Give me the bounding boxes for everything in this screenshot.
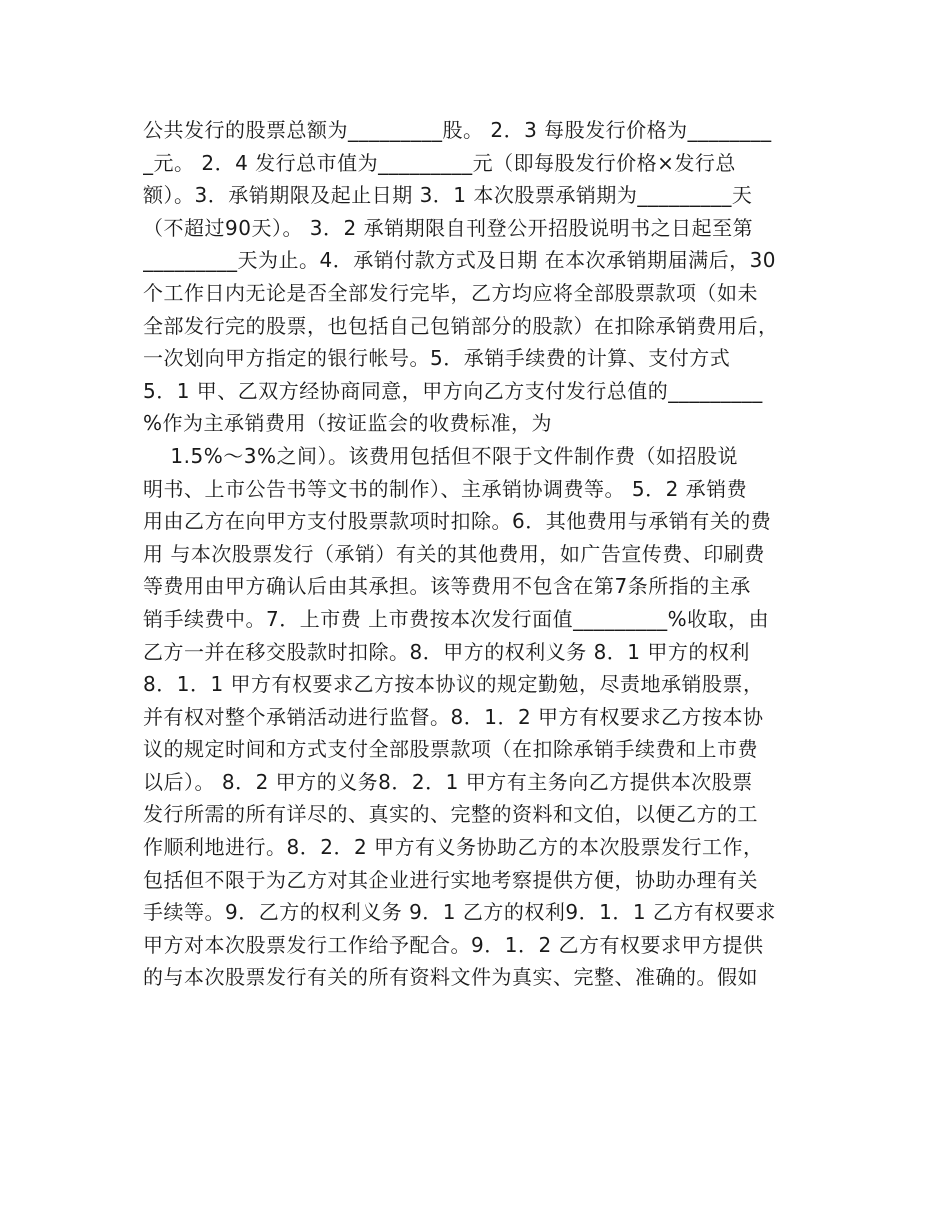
- text-line-13: 用由乙方在向甲方支付股票款项时扣除。6．其他费用与承销有关的费: [143, 509, 772, 534]
- text-line-15: 等费用由甲方确认后由其承担。该等费用不包含在第7条所指的主承: [143, 574, 751, 599]
- text-line-27: 的与本次股票发行有关的所有资料文件为真实、完整、准确的。假如: [143, 965, 758, 990]
- text-line-20: 议的规定时间和方式支付全部股票款项（在扣除承销手续费和上市费: [143, 737, 758, 762]
- text-line-24: 包括但不限于为乙方对其企业进行实地考察提供方便，协助办理有关: [143, 867, 758, 892]
- text-line-6: 个工作日内无论是否全部发行完毕，乙方均应将全部股票款项（如未: [143, 280, 758, 305]
- text-line-14: 用 与本次股票发行（承销）有关的其他费用，如广告宣传费、印刷费: [143, 541, 765, 566]
- text-line-11: 1.5%～3%之间）。该费用包括但不限于文件制作费（如招股说: [143, 443, 738, 468]
- agreement-body-text: [143, 114, 803, 994]
- text-line-22: 发行所需的所有详尽的、真实的、完整的资料和文伯，以便乙方的工: [143, 802, 758, 827]
- text-line-17: 乙方一并在移交股款时扣除。8．甲方的权利义务 8．1 甲方的权利: [143, 639, 750, 664]
- text-line-26: 甲方对本次股票发行工作给予配合。9．1．2 乙方有权要求甲方提供: [143, 932, 764, 957]
- text-line-16: 销手续费中。7．上市费 上市费按本次发行面值_________%收取，由: [143, 606, 770, 631]
- text-line-19: 并有权对整个承销活动进行监督。8．1．2 甲方有权要求乙方按本协: [143, 704, 764, 729]
- text-line-2: _元。 2．4 发行总市值为_________元（即每股发行价格×发行总: [143, 150, 736, 175]
- text-line-8: 一次划向甲方指定的银行帐号。5．承销手续费的计算、支付方式: [143, 346, 731, 371]
- text-line-18: 8．1．1 甲方有权要求乙方按本协议的规定勤勉，尽责地承销股票，: [143, 672, 764, 697]
- text-line-10: %作为主承销费用（按证监会的收费标准，为: [143, 411, 553, 436]
- text-line-9: 5．1 甲、乙双方经协商同意，甲方向乙方支付发行总值的_________: [143, 378, 763, 403]
- text-line-5: _________天为止。4．承销付款方式及日期 在本次承销期届满后，30: [143, 248, 777, 273]
- text-line-21: 以后）。 8．2 甲方的义务8．2．1 甲方有主务向乙方提供本次股票: [143, 769, 753, 794]
- text-line-4: （不超过90天）。 3．2 承销期限自刊登公开招股说明书之日起至第: [143, 215, 754, 240]
- text-line-12: 明书、上市公告书等文书的制作）、主承销协调费等。 5．2 承销费: [143, 476, 748, 501]
- text-line-23: 作顺利地进行。8．2．2 甲方有义务协助乙方的本次股票发行工作，: [143, 835, 764, 860]
- text-line-7: 全部发行完的股票，也包括自己包销部分的股款）在扣除承销费用后，: [143, 313, 779, 338]
- text-line-3: 额）。3．承销期限及起止日期 3．1 本次股票承销期为_________天: [143, 183, 753, 208]
- text-line-25: 手续等。9．乙方的权利义务 9．1 乙方的权利9．1．1 乙方有权要求: [143, 900, 776, 925]
- text-line-1: 公共发行的股票总额为_________股。 2．3 每股发行价格为________: [143, 118, 772, 142]
